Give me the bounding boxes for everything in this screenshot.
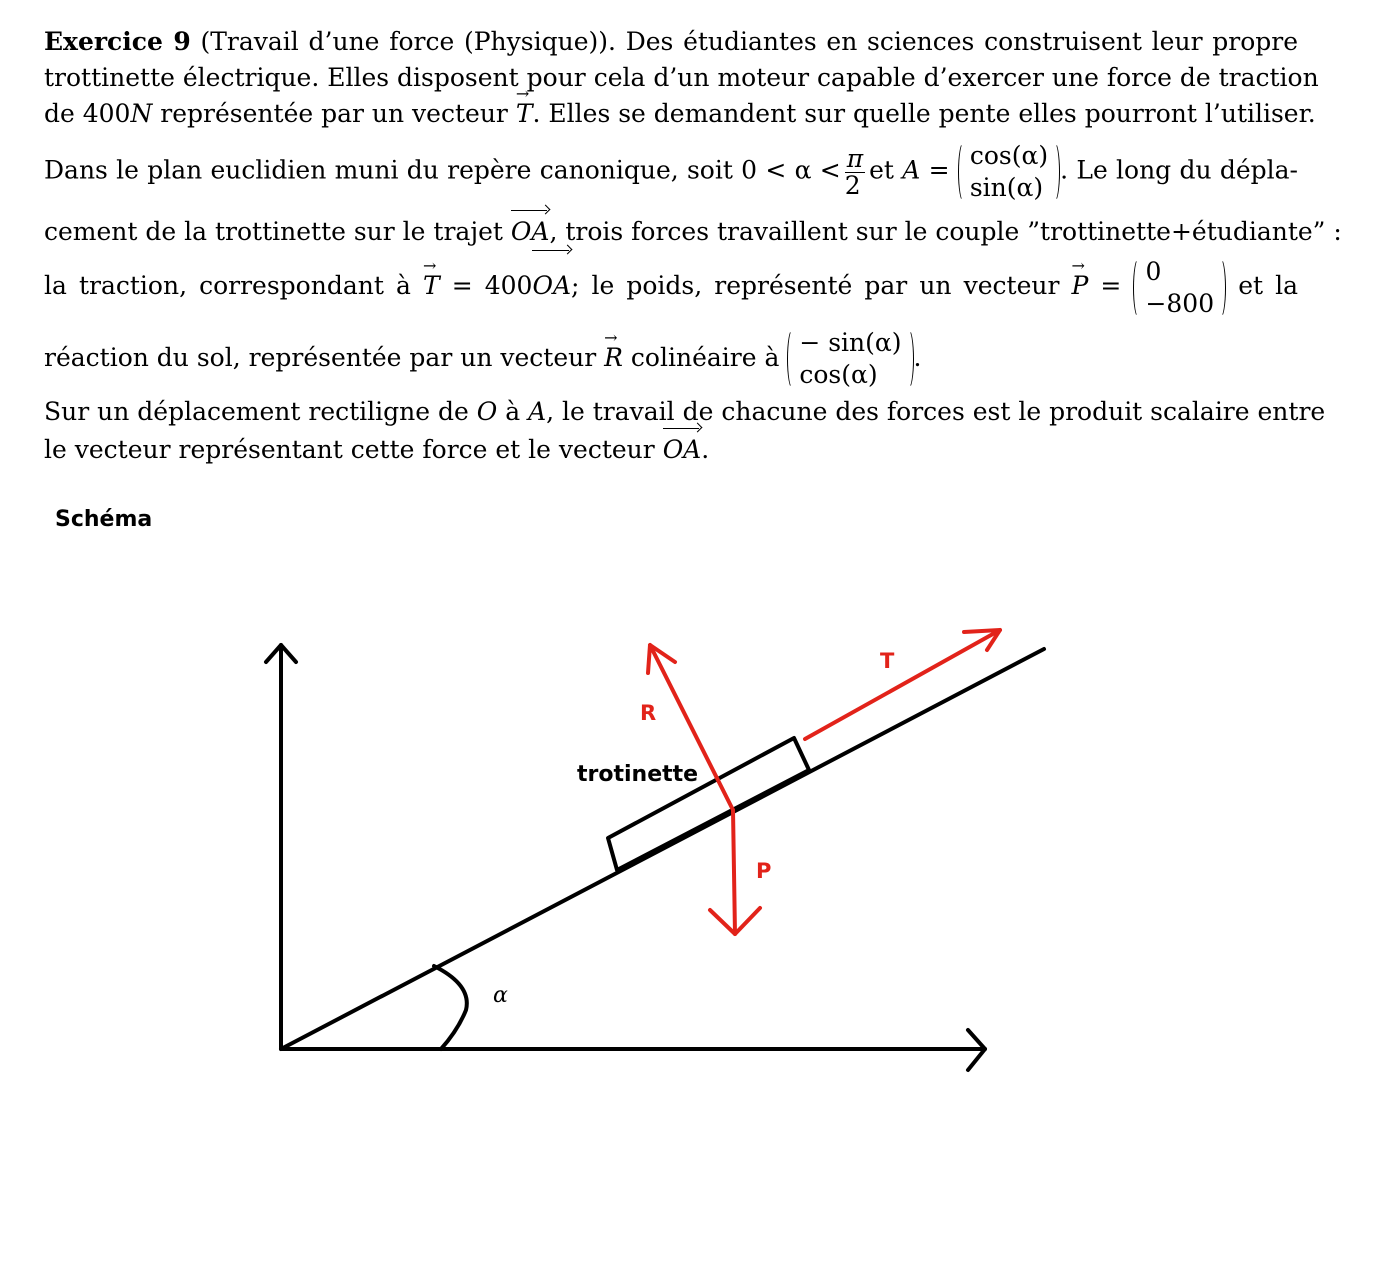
exercise-topic: (Travail d’une force (Physique)). xyxy=(200,27,616,56)
reaction-text-b: colinéaire à xyxy=(630,342,780,372)
line-9: le vecteur représentant cette force et le vecteur OA. xyxy=(44,432,1298,468)
incline-line xyxy=(281,649,1044,1049)
traction-text-a: la traction, correspondant à xyxy=(44,271,411,300)
matrix-R: − sin(α) cos(α) xyxy=(787,327,913,391)
line-8: Sur un déplacement rectiligne de O à A, le travail de chacune des forces est le produit scalaire entre xyxy=(44,396,1326,426)
last-text-a: le vecteur représentant cette force et le vecteur xyxy=(44,434,655,464)
fraction-pi-2: $\frac{\pi}{2}$ xyxy=(844,143,864,200)
plan-text-b: et xyxy=(869,155,894,185)
label-alpha: α xyxy=(493,983,508,1008)
newton-unit: N xyxy=(130,99,153,128)
exercise-heading: Exercice 9 xyxy=(44,27,191,56)
vector-T-2: → T xyxy=(423,254,440,318)
plan-text-c: . Le long du dépla- xyxy=(1060,155,1298,185)
point-A: A xyxy=(902,155,921,185)
intro-text-3e: . Elles se demandent sur quelle pente elles pourront l’utiliser. xyxy=(532,99,1316,128)
label-T: T xyxy=(880,649,895,673)
matrix-P: 0 −800 xyxy=(1133,256,1226,320)
traction-text-d: et la xyxy=(1238,271,1298,300)
sur-text-a: Sur un déplacement rectiligne de xyxy=(44,396,469,426)
intro-text-3a: de 400 xyxy=(44,99,131,128)
label-R: R xyxy=(640,701,657,725)
line-7: réaction du sol, représentée par un vecteur → R colinéaire à − sin(α) cos(α) . xyxy=(44,322,1298,394)
sur-text-c: , le travail de chacune des forces est le produit scalaire entre xyxy=(546,396,1326,426)
label-scooter: trotinette xyxy=(577,762,699,787)
point-O: O xyxy=(476,396,498,426)
vector-P: → P xyxy=(1072,254,1089,318)
vector-OA-2: OA xyxy=(532,254,571,318)
vector-T: → T xyxy=(516,96,533,132)
plan-text-a: Dans le plan euclidien muni du repère canonique, soit 0 < α < xyxy=(44,155,841,185)
intro-text-3c: représentée par un vecteur xyxy=(160,99,508,128)
intro-text-2: trottinette électrique. Elles disposent pour cela d’un moteur capable d’exercer une force de traction xyxy=(44,63,1319,92)
traction-text-c: ; le poids, représenté par un vecteur xyxy=(571,271,1060,300)
vector-OA: OA xyxy=(511,214,550,250)
depl-text-b: , trois forces travaillent sur le couple ”trottinette+étudiante” : xyxy=(549,217,1342,246)
point-A-2: A xyxy=(528,396,547,426)
matrix-A: cos(α) sin(α) xyxy=(958,140,1060,204)
force-P-arrow xyxy=(733,810,735,934)
line-6: la traction, correspondant à → T = 400OA; le poids, représenté par un vecteur → P = 0 −800 et la xyxy=(44,254,1298,320)
label-P: P xyxy=(756,859,772,883)
vector-OA-3: OA xyxy=(663,432,702,468)
vector-R: → R xyxy=(604,322,623,394)
reaction-text-a: réaction du sol, représentée par un vecteur xyxy=(44,342,597,372)
intro-text-1: Des étudiantes en sciences construisent leur propre xyxy=(625,27,1299,56)
angle-arc xyxy=(434,966,467,1049)
schema-title: Schéma xyxy=(55,507,153,532)
depl-text-a: cement de la trottinette sur le trajet xyxy=(44,217,503,246)
line-4: Dans le plan euclidien muni du repère canonique, soit 0 < α < $\frac{\pi}{2}$ et A = cos(α) sin(α) . Le long du dépla- xyxy=(44,141,1298,202)
